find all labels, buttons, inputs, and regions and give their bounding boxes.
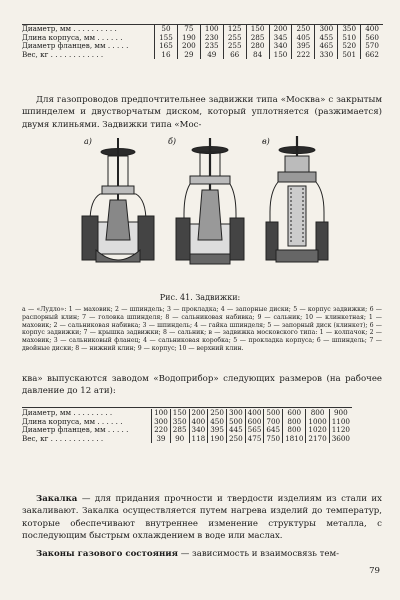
paragraph-text: Для газопроводов предпочтительнее задвижки типа «Москва» с закрытым шпинделем и двустворчатым диском, который уплотняется (разжимается) двумя клиньями. Задвижки типа «Мос- bbox=[22, 95, 382, 130]
table-cell: 1020 bbox=[306, 426, 329, 435]
table-cell: 200 bbox=[189, 409, 208, 418]
table-cell: 165 bbox=[155, 42, 178, 51]
table-cell: 300 bbox=[315, 25, 338, 34]
table-cell: 645 bbox=[264, 426, 283, 435]
table-cell: 600 bbox=[245, 418, 264, 427]
panel-label-b: б) bbox=[168, 137, 177, 146]
table-cell: 2170 bbox=[306, 435, 329, 444]
table-cell: 1120 bbox=[329, 426, 352, 435]
table-cell: 340 bbox=[189, 426, 208, 435]
valve-c-drawing bbox=[266, 136, 328, 262]
table-cell: 565 bbox=[245, 426, 264, 435]
table-cell: 90 bbox=[170, 435, 189, 444]
table-cell: 235 bbox=[200, 42, 223, 51]
table-cell: 250 bbox=[208, 409, 227, 418]
table-cell: 570 bbox=[361, 42, 383, 51]
table-cell: 285 bbox=[170, 426, 189, 435]
page-number: 79 bbox=[369, 566, 380, 576]
panel-label-c: в) bbox=[262, 137, 270, 146]
table-cell: 3600 bbox=[329, 435, 352, 444]
row-label: Диаметр фланцев, мм . . . . . bbox=[22, 425, 129, 435]
table-cell: 510 bbox=[338, 34, 361, 43]
table-cell: 190 bbox=[177, 34, 200, 43]
table-cell: 1810 bbox=[283, 435, 306, 444]
table-cell: 500 bbox=[264, 409, 283, 418]
table-cell: 400 bbox=[361, 25, 383, 34]
figure-legend: а — «Лудло»: 1 — маховик; 2 — шпиндель; 3 — прокладка; 4 — запорные диски; 5 — корпус задвижки; 6 — распорный клин; 7 — головка шпинделя; 8 — сальниковая набивка; 9 — сальник; 10 — клинкетная; 1 — маховик; 2 — сальниковая набивка; 3 — шпиндель; 4 — гайка шпинделя; 5 — запорный диск (клинкет); 6 — корпус задвижки; 7 — крышка задвижки; 8 — сальник; в — задвижка московского типа: 1 — колпачок; 2 — маховик; 3 — сальниковый фланец; 4 — сальниковая коробка; 5 — прокладка корпуса; 6 — шпиндель; 7 — двойные диски; 8 — нижний клин; 9 — корпус; 10 — верхний клин. bbox=[22, 306, 382, 352]
table-cell: 155 bbox=[155, 34, 178, 43]
table-cell: 900 bbox=[329, 409, 352, 418]
table-cell: 150 bbox=[170, 409, 189, 418]
table-cell: 350 bbox=[338, 25, 361, 34]
paragraph-gas-laws bbox=[22, 548, 382, 560]
table-cell: 300 bbox=[226, 409, 245, 418]
table-cell: 1100 bbox=[329, 418, 352, 427]
table-cell: 50 bbox=[155, 25, 178, 34]
table-cell: 400 bbox=[189, 418, 208, 427]
table-cell: 560 bbox=[361, 34, 383, 43]
table-cell: 150 bbox=[246, 25, 269, 34]
table-cell: 200 bbox=[177, 42, 200, 51]
table-cell: 118 bbox=[189, 435, 208, 444]
table-cell: 150 bbox=[269, 51, 292, 60]
table-cell: 662 bbox=[361, 51, 383, 60]
table-cell: 800 bbox=[283, 426, 306, 435]
table-cell: 29 bbox=[177, 51, 200, 60]
table-cell: 190 bbox=[208, 435, 227, 444]
table-cell: 450 bbox=[208, 418, 227, 427]
term-gas-laws: Законы газового состояния bbox=[36, 549, 178, 559]
table-cell: 330 bbox=[315, 51, 338, 60]
table-cell: 1000 bbox=[306, 418, 329, 427]
table-cell: 465 bbox=[315, 42, 338, 51]
table-cell: 600 bbox=[283, 409, 306, 418]
row-label: Диаметр фланцев, мм . . . . . bbox=[22, 41, 129, 51]
table-cell: 250 bbox=[226, 435, 245, 444]
table-cell: 345 bbox=[269, 34, 292, 43]
table-cell: 475 bbox=[245, 435, 264, 444]
table-cell: 230 bbox=[200, 34, 223, 43]
table-cell: 520 bbox=[338, 42, 361, 51]
table-cell: 39 bbox=[152, 435, 171, 444]
panel-label-a: а) bbox=[84, 137, 92, 146]
table-cell: 500 bbox=[226, 418, 245, 427]
table-cell: 455 bbox=[315, 34, 338, 43]
figure-caption: Рис. 41. Задвижки: bbox=[159, 293, 241, 302]
row-label: Вес, кг . . . . . . . . . . . . bbox=[22, 49, 104, 59]
paragraph-text: — зависимость и взаимосвязь тем- bbox=[177, 549, 340, 559]
row-label: Диаметр, мм . . . . . . . . . bbox=[22, 408, 113, 417]
paragraph-text: — для придания прочности и твердости изделиям из стали их закаливают. Закалка осуществляется путем нагрева изделий до температур, которые обеспечивают внутреннее изменение структуры металла, с последующим быстрым охлаждением в воде или маслах. bbox=[22, 494, 382, 542]
term-zakalka: Закалка bbox=[36, 494, 78, 504]
table-cell: 125 bbox=[223, 25, 246, 34]
table-cell: 400 bbox=[245, 409, 264, 418]
table-cell: 200 bbox=[269, 25, 292, 34]
table-cell: 285 bbox=[246, 34, 269, 43]
paragraph-zakalka bbox=[22, 493, 382, 543]
table-cell: 800 bbox=[306, 409, 329, 418]
table-cell: 700 bbox=[264, 418, 283, 427]
table-cell: 16 bbox=[155, 51, 178, 60]
dimensions-table-top bbox=[22, 25, 383, 59]
table-cell: 255 bbox=[223, 42, 246, 51]
table-row bbox=[22, 51, 383, 60]
valve-b-drawing bbox=[176, 138, 244, 264]
table-cell: 66 bbox=[223, 51, 246, 60]
row-label: Длина корпуса, мм . . . . . . bbox=[22, 32, 123, 42]
table-cell: 100 bbox=[152, 409, 171, 418]
table-cell: 340 bbox=[269, 42, 292, 51]
table-cell: 280 bbox=[246, 42, 269, 51]
table-cell: 255 bbox=[223, 34, 246, 43]
table-cell: 800 bbox=[283, 418, 306, 427]
table-cell: 405 bbox=[292, 34, 315, 43]
table-cell: 501 bbox=[338, 51, 361, 60]
table-cell: 49 bbox=[200, 51, 223, 60]
table-cell: 222 bbox=[292, 51, 315, 60]
table-row bbox=[22, 435, 352, 444]
table-cell: 750 bbox=[264, 435, 283, 444]
row-label: Диаметр, мм . . . . . . . . . . bbox=[22, 24, 117, 33]
gate-valves-figure bbox=[72, 130, 342, 292]
table-cell: 220 bbox=[152, 426, 171, 435]
table-cell: 75 bbox=[177, 25, 200, 34]
table-cell: 445 bbox=[226, 426, 245, 435]
row-label: Длина корпуса, мм . . . . . . bbox=[22, 416, 123, 426]
paragraph-vodopribor: ква» выпускаются заводом «Водоприбор» следующих размеров (на рабочее давление до 12 ати): bbox=[22, 374, 382, 397]
dimensions-table-bottom bbox=[22, 409, 352, 443]
table-cell: 250 bbox=[292, 25, 315, 34]
table-cell: 395 bbox=[208, 426, 227, 435]
table-cell: 100 bbox=[200, 25, 223, 34]
table-cell: 395 bbox=[292, 42, 315, 51]
table-cell: 84 bbox=[246, 51, 269, 60]
row-label: Вес, кг . . . . . . . . . . . . bbox=[22, 433, 104, 443]
valve-a-drawing bbox=[82, 138, 154, 262]
table-cell: 300 bbox=[152, 418, 171, 427]
paragraph-moskva-intro bbox=[22, 94, 382, 131]
table-cell: 350 bbox=[170, 418, 189, 427]
